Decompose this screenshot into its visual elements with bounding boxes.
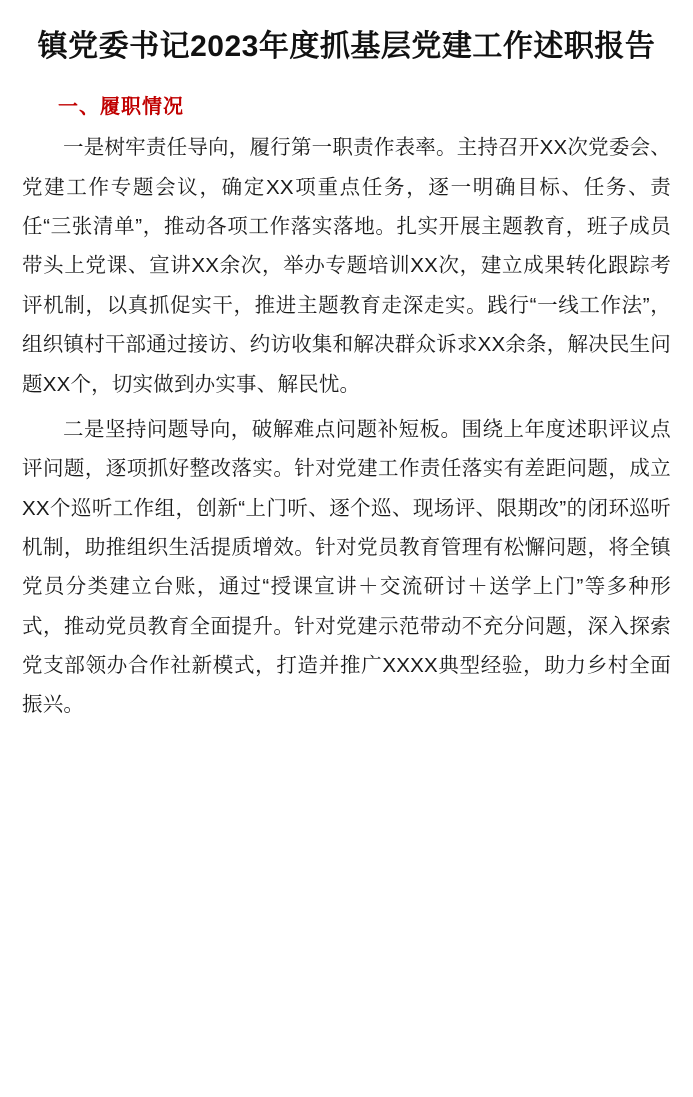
paragraph-one: 一是树牢责任导向，履行第一职责作表率。主持召开XX次党委会、党建工作专题会议，确定XX项重点任务，逐一明确目标、任务、责任“三张清单”，推动各项工作落实落地。扎实开展主题教育，班子成员带头上党课、宣讲XX余次，举办专题培训XX次，建立成果转化跟踪考评机制，以真抓促实干，推进主题教育走深走实。践行“一线工作法”，组织镇村干部通过接访、约访收集和解决群众诉求XX余条，解决民生问题XX个，切实做到办实事、解民忧。: [22, 136, 671, 396]
paragraph-two: 二是坚持问题导向，破解难点问题补短板。围绕上年度述职评议点评问题，逐项抓好整改落实。针对党建工作责任落实有差距问题，成立XX个巡听工作组，创新“上门听、逐个巡、现场评、限期改”的闭环巡听机制，助推组织生活提质增效。针对党员教育管理有松懈问题，将全镇党员分类建立台账，通过“授课宣讲＋交流研讨＋送学上门”等多种形式，推动党员教育全面提升。针对党建示范带动不充分问题，深入探索党支部领办合作社新模式，打造并推广XXXX典型经验，助力乡村全面振兴。: [22, 417, 671, 717]
page-title: 镇党委书记2023年度抓基层党建工作述职报告: [37, 30, 656, 63]
section-heading-performance: 一、履职情况: [58, 96, 184, 119]
